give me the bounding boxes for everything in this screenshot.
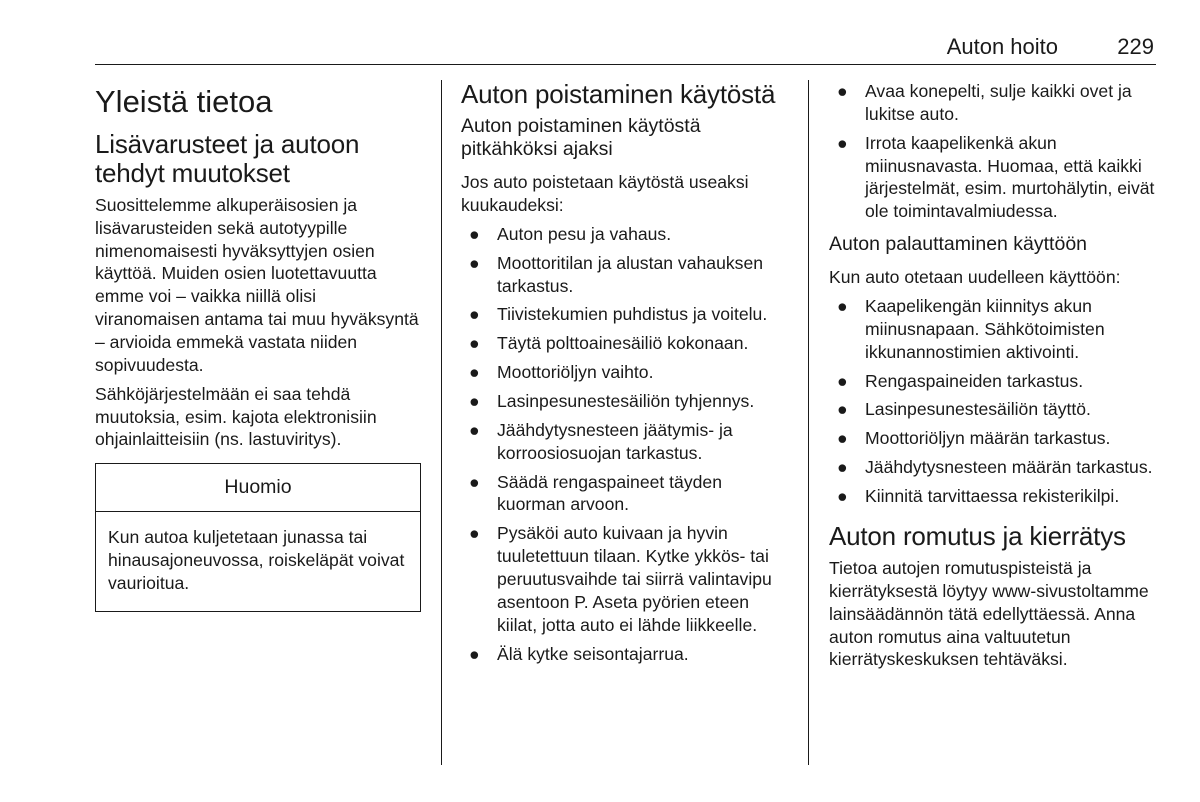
notice-body: Kun autoa kuljetetaan junassa tai hinausajoneuvossa, roiskeläpät voivat vaurioitua. (108, 527, 405, 594)
list-item (461, 361, 793, 384)
bullet-icon: ● (469, 362, 480, 383)
list-item (461, 223, 793, 246)
list-item-text: Tiivistekumien puhdistus ja voitelu. (497, 304, 768, 325)
bullet-icon: ● (469, 523, 480, 544)
list-item-text: Älä kytke seisontajarrua. (497, 643, 689, 664)
list-item-text: Säädä rengaspaineet täyden kuorman arvoon. (497, 471, 722, 515)
bullet-icon: ● (469, 471, 480, 492)
list-item (461, 522, 793, 636)
bullet-icon: ● (837, 486, 848, 507)
list-item (829, 80, 1159, 126)
paragraph: Sähköjärjestelmään ei saa tehdä muutoksia, esim. kajota elektronisiin ohjainlaitteisiin (ns. lastuviritys). (95, 383, 377, 450)
list-item (829, 427, 1159, 450)
subsection-title: Lisävarusteet ja autoon tehdyt muutokset (95, 128, 360, 188)
bullet-icon: ● (837, 399, 848, 420)
intro-text: Jos auto poistetaan käytöstä useaksi kuukaudeksi: (461, 172, 749, 215)
paragraph: Suosittelemme alkuperäisosien ja lisävarusteiden sekä autotyypille nimenomaisesti hyväksyttyjen osien käyttöä. Muiden osien luotettavuutta emme voi – vaikka niillä olisi viranomaisen antama tai muu hyväksyntä – arvioida emmekä vastata niiden sopivuudesta. (95, 194, 419, 375)
bullet-icon: ● (469, 252, 480, 273)
list-item (829, 485, 1159, 508)
list-item-text: Moottoriöljyn vaihto. (497, 362, 654, 383)
column-1 (95, 80, 421, 612)
list-item (461, 390, 793, 413)
list-item (461, 252, 793, 298)
list-item (829, 398, 1159, 421)
bullet-icon: ● (837, 370, 848, 391)
section-title: Yleistä tietoa (95, 84, 273, 119)
intro-text: Kun auto otetaan uudelleen käyttöön: (829, 267, 1121, 288)
notice-title: Huomio (96, 464, 420, 512)
column-2 (461, 80, 793, 675)
list-item (461, 303, 793, 326)
list-item-text: Moottoritilan ja alustan vahauksen tarkastus. (497, 252, 764, 296)
bullet-list (829, 80, 1159, 223)
list-item (829, 132, 1159, 223)
list-item-text: Lasinpesunestesäiliön täyttö. (865, 399, 1091, 420)
page-number: 229 (1117, 34, 1154, 59)
section-title: Auton romutus ja kierrätys (829, 520, 1126, 551)
bullet-icon: ● (469, 223, 480, 244)
list-item (829, 456, 1159, 479)
bullet-icon: ● (469, 333, 480, 354)
list-item-text: Auton pesu ja vahaus. (497, 223, 672, 244)
list-item (829, 295, 1159, 364)
column-divider (808, 80, 809, 765)
paragraph: Tietoa autojen romutuspisteistä ja kierrätyksestä löytyy www-sivustoltamme lainsäädännön tätä edellyttäessä. Anna auton romutus aina valtuutetun kierrätyskeskuksen tehtäväksi. (829, 558, 1149, 670)
column-divider (441, 80, 442, 765)
list-item-text: Täytä polttoainesäiliö kokonaan. (497, 333, 749, 354)
list-item-text: Moottoriöljyn määrän tarkastus. (865, 428, 1111, 449)
list-item (461, 419, 793, 465)
bullet-icon: ● (469, 304, 480, 325)
list-item (461, 643, 793, 666)
bullet-icon: ● (469, 390, 480, 411)
notice-box (95, 463, 421, 612)
list-item-text: Avaa konepelti, sulje kaikki ovet ja lukitse auto. (865, 81, 1132, 124)
column-3 (829, 80, 1159, 677)
list-item-text: Jäähdytysnesteen määrän tarkastus. (865, 457, 1153, 478)
subsection-title: Auton palauttaminen käyttöön (829, 233, 1088, 256)
list-item-text: Kiinnitä tarvittaessa rekisterikilpi. (865, 486, 1120, 507)
bullet-list (829, 295, 1159, 508)
list-item-text: Rengaspaineiden tarkastus. (865, 370, 1084, 391)
bullet-list (461, 223, 793, 666)
list-item-text: Lasinpesunestesäiliön tyhjennys. (497, 390, 755, 411)
bullet-icon: ● (837, 428, 848, 449)
bullet-icon: ● (837, 457, 848, 478)
list-item (461, 332, 793, 355)
section-title: Auton poistaminen käytöstä (461, 79, 776, 109)
bullet-icon: ● (837, 132, 848, 153)
list-item-text: Irrota kaapelikenkä akun miinusnavasta. Huomaa, että kaikki järjestelmät, esim. murtohälytin, eivät ole toimintavalmiudessa. (865, 132, 1155, 222)
subsection-title: Auton poistaminen käytöstä pitkähköksi ajaksi (461, 115, 701, 161)
bullet-icon: ● (469, 643, 480, 664)
page-header (95, 30, 1156, 65)
list-item (829, 370, 1159, 393)
bullet-icon: ● (837, 81, 848, 101)
list-item-text: Pysäköi auto kuivaan ja hyvin tuuletettuun tilaan. Kytke ykkös- tai peruutusvaihde tai siirrä valintavipu asentoon P. Aseta pyörien eteen kiilat, jotta auto ei lähde liikkeelle. (497, 523, 772, 635)
header-section-title: Auton hoito (946, 34, 1058, 59)
list-item (461, 471, 793, 517)
list-item-text: Kaapelikengän kiinnitys akun miinusnapaan. Sähkötoimisten ikkunannostimien aktivointi. (865, 296, 1105, 362)
bullet-icon: ● (837, 296, 848, 317)
bullet-icon: ● (469, 419, 480, 440)
list-item-text: Jäähdytysnesteen jäätymis- ja korroosiosuojan tarkastus. (497, 419, 733, 463)
